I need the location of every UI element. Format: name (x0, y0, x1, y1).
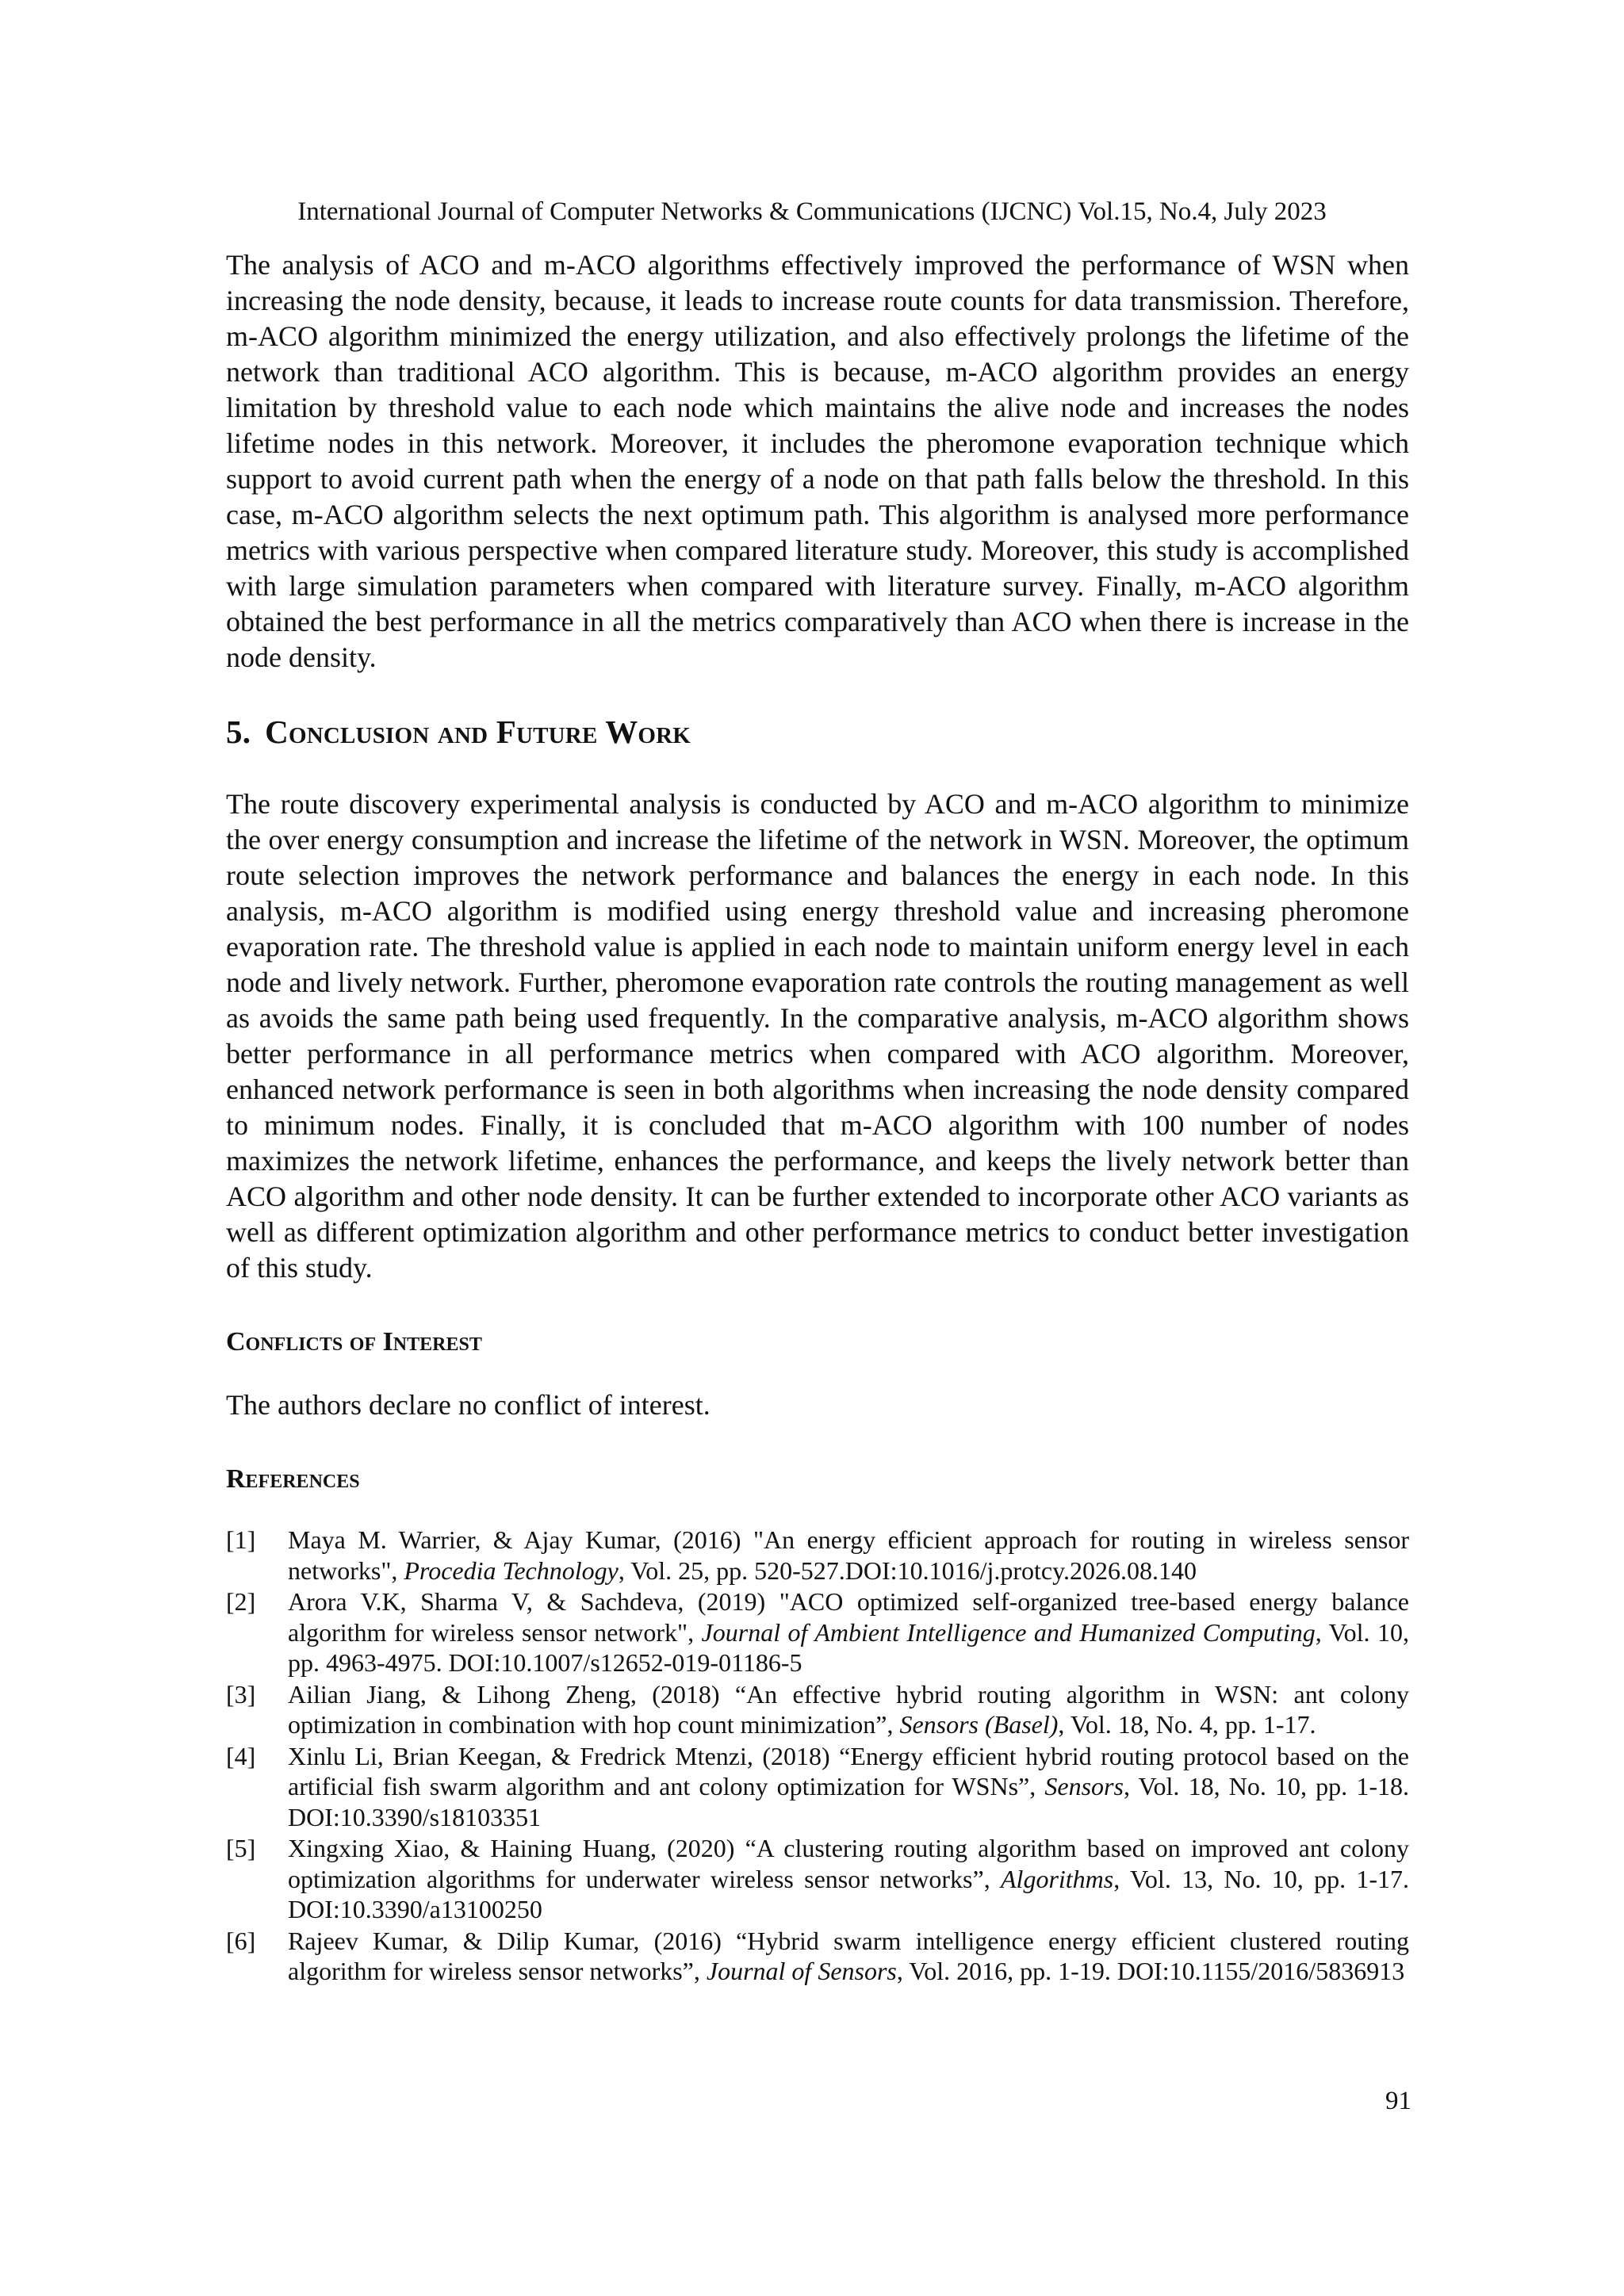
reference-text: Ailian Jiang, & Lihong Zheng, (2018) “An effective hybrid routing algorithm in WSN: ant colony optimization in combination with hop count minimization”, (288, 1679, 1409, 1739)
reference-text: Xingxing Xiao, & Haining Huang, (2020) “A clustering routing algorithm based on improved ant colony optimization algorithms for underwater wireless sensor networks”, (288, 1834, 1409, 1893)
reference-details: , Vol. 25, pp. 520-527.DOI:10.1016/j.protcy.2026.08.140 (618, 1556, 1197, 1585)
reference-journal: Journal of Ambient Intelligence and Humanized Computing (701, 1617, 1316, 1647)
reference-item (226, 1586, 1409, 1678)
section-number: 5. (226, 714, 251, 750)
reference-number: [4] (226, 1741, 256, 1770)
reference-text: Arora V.K, Sharma V, & Sachdeva, (2019) "ACO optimized self-organized tree-based energy balance algorithm for wireless sensor network", (288, 1587, 1409, 1647)
section-heading-conclusion (226, 712, 1409, 752)
running-header: International Journal of Computer Networks & Communications (IJCNC) Vol.15, No.4, July 2023 (297, 197, 1327, 226)
reference-text: Xinlu Li, Brian Keegan, & Fredrick Mtenzi, (2018) “Energy efficient hybrid routing protocol based on the artificial fish swarm algorithm and ant colony optimization for WSNs”, (288, 1741, 1409, 1800)
discussion-paragraph: The analysis of ACO and m-ACO algorithms effectively improved the performance of WSN when increasing the node density, because, it leads to increase route counts for data transmission. Therefore, m-ACO algorithm minimized the energy utilization, and also effectively prolongs the lifetime of the network than traditional ACO algorithm. This is because, m-ACO algorithm provides an energy limitation by threshold value to each node which maintains the alive node and increases the nodes lifetime nodes in this network. Moreover, it includes the pheromone evaporation technique which support to avoid current path when the energy of a node on that path falls below the threshold. In this case, m-ACO algorithm selects the next optimum path. This algorithm is analysed more performance metrics with various perspective when compared literature study. Moreover, this study is accomplished with large simulation parameters when compared with literature survey. Finally, m-ACO algorithm obtained the best performance in all the metrics comparatively than ACO when there is increase in the node density. (226, 249, 1409, 673)
reference-journal: Algorithms (1001, 1864, 1114, 1893)
reference-item (226, 1741, 1409, 1833)
section-title: Conclusion and Future Work (265, 714, 691, 750)
page-number: 91 (1385, 2087, 1411, 2115)
reference-text: Maya M. Warrier, & Ajay Kumar, (2016) "An energy efficient approach for routing in wireless sensor networks", (288, 1525, 1409, 1585)
reference-details: , Vol. 18, No. 10, pp. 1-18. DOI:10.3390/s18103351 (288, 1772, 1409, 1831)
reference-details: , Vol. 13, No. 10, pp. 1-17. DOI:10.3390/a13100250 (288, 1864, 1410, 1923)
reference-number: [1] (226, 1525, 256, 1554)
reference-details: , Vol. 10, pp. 4963-4975. DOI:10.1007/s12652-019-01186-5 (288, 1617, 1409, 1677)
reference-item (226, 1525, 1409, 1586)
reference-number: [6] (226, 1926, 256, 1955)
references-heading: References (226, 1464, 360, 1494)
conflicts-text: The authors declare no conflict of interest. (226, 1389, 710, 1421)
reference-journal: Sensors (1044, 1772, 1124, 1800)
reference-text: Rajeev Kumar, & Dilip Kumar, (2016) “Hybrid swarm intelligence energy efficient clustered routing algorithm for wireless sensor networks”, (288, 1926, 1409, 1985)
conflicts-heading: Conflicts of Interest (226, 1327, 482, 1357)
reference-number: [2] (226, 1587, 256, 1616)
reference-journal: Sensors (Basel) (899, 1710, 1059, 1739)
reference-number: [5] (226, 1834, 256, 1862)
reference-item (226, 1926, 1409, 1987)
conclusion-paragraph: The route discovery experimental analysis is conducted by ACO and m-ACO algorithm to minimize the over energy consumption and increase the lifetime of the network in WSN. Moreover, the optimum route selection improves the network performance and balances the energy in each node. In this analysis, m-ACO algorithm is modified using energy threshold value and increasing pheromone evaporation rate. The threshold value is applied in each node to maintain uniform energy level in each node and lively network. Further, pheromone evaporation rate controls the routing management as well as avoids the same path being used frequently. In the comparative analysis, m-ACO algorithm shows better performance in all performance metrics when compared with ACO algorithm. Moreover, enhanced network performance is seen in both algorithms when increasing the node density compared to minimum nodes. Finally, it is concluded that m-ACO algorithm with 100 number of nodes maximizes the network lifetime, enhances the performance, and keeps the lively network better than ACO algorithm and other node density. It can be further extended to incorporate other ACO variants as well as different optimization algorithm and other performance metrics to conduct better investigation of this study. (226, 788, 1409, 1284)
page-content (226, 247, 1409, 1988)
reference-number: [3] (226, 1679, 256, 1709)
reference-item (226, 1679, 1409, 1740)
reference-details: , Vol. 18, No. 4, pp. 1-17. (1058, 1710, 1316, 1739)
reference-list (226, 1525, 1409, 1987)
reference-details: , Vol. 2016, pp. 1-19. DOI:10.1155/2016/5836913 (896, 1957, 1405, 1985)
reference-journal: Procedia Technology (404, 1556, 619, 1585)
reference-item (226, 1833, 1409, 1925)
reference-journal: Journal of Sensors (706, 1957, 897, 1985)
